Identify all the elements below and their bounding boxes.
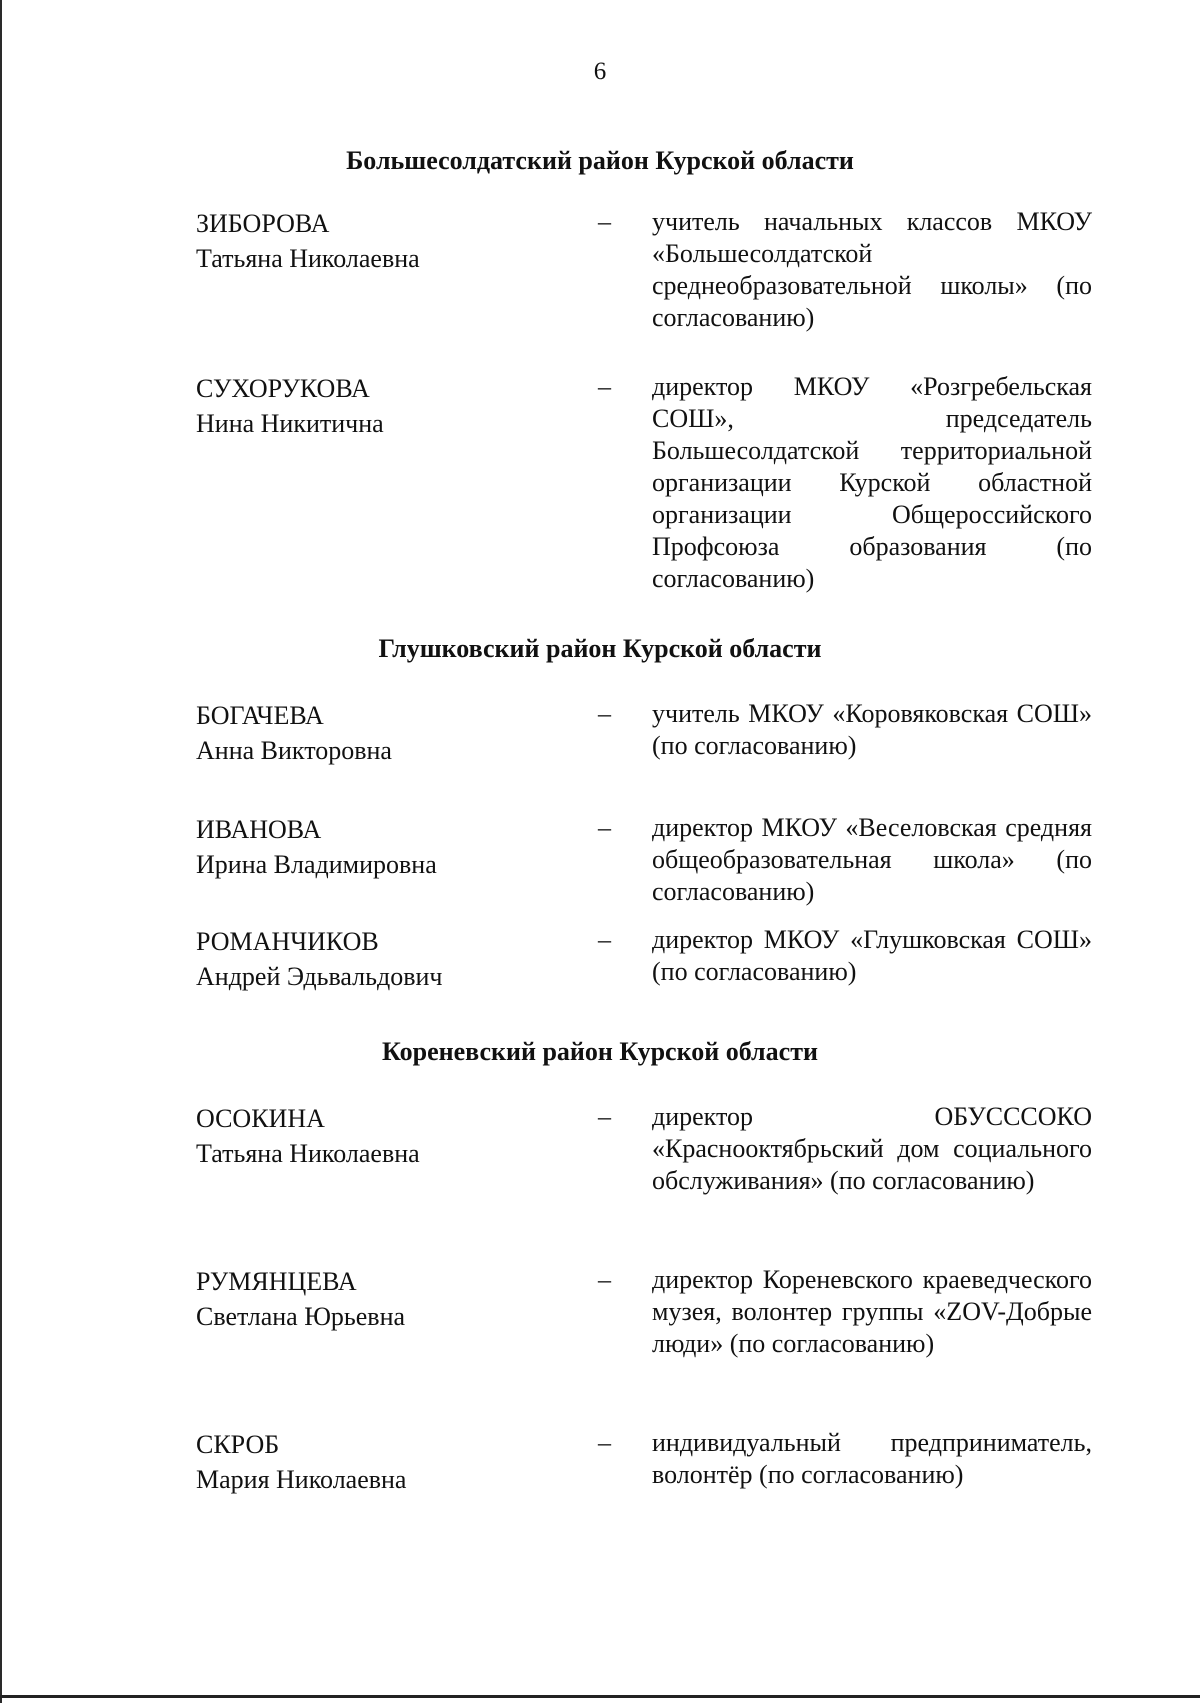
member-name bbox=[196, 812, 576, 882]
member-position: директор ОБУСССОКО «Краснооктябрьский дом социального обслуживания» (по согласованию) bbox=[652, 1102, 1092, 1195]
member-surname: РОМАНЧИКОВ bbox=[196, 927, 379, 956]
scan-edge-line bbox=[0, 0, 2, 1703]
member-surname: ИВАНОВА bbox=[196, 815, 322, 844]
section-heading-glushkovsky: Глушковский район Курской области bbox=[378, 634, 822, 663]
member-name bbox=[196, 371, 576, 441]
member-name bbox=[196, 206, 576, 276]
section-heading-bolshesoldatsky: Большесолдатский район Курской области bbox=[346, 146, 854, 175]
member-surname: БОГАЧЕВА bbox=[196, 701, 324, 730]
member-surname: ЗИБОРОВА bbox=[196, 209, 330, 238]
member-position: учитель МКОУ «Коровяковская СОШ» (по согласованию) bbox=[652, 699, 1092, 760]
member-given-names: Мария Николаевна bbox=[196, 1465, 407, 1494]
member-position: учитель начальных классов МКОУ «Большесолдатской среднеобразовательной школы» (по согласованию) bbox=[652, 207, 1092, 332]
member-surname: СУХОРУКОВА bbox=[196, 374, 370, 403]
separator-dash: – bbox=[598, 207, 611, 236]
member-position: директор МКОУ «Глушковская СОШ» (по согласованию) bbox=[652, 925, 1092, 986]
separator-dash: – bbox=[598, 699, 611, 728]
separator-dash: – bbox=[598, 925, 611, 954]
member-position: индивидуальный предприниматель, волонтёр (по согласованию) bbox=[652, 1428, 1092, 1489]
member-name bbox=[196, 1264, 576, 1334]
separator-dash: – bbox=[598, 1102, 611, 1131]
separator-dash: – bbox=[598, 372, 611, 401]
separator-dash: – bbox=[598, 1265, 611, 1294]
member-given-names: Татьяна Николаевна bbox=[196, 244, 420, 273]
member-position: директор МКОУ «Розгребельская СОШ», председатель Большесолдатской территориальной организации Курской областной организации Общероссийского Профсоюза образования (по согласованию) bbox=[652, 372, 1092, 593]
member-name bbox=[196, 924, 576, 994]
scan-bottom-edge-line bbox=[0, 1695, 1200, 1698]
member-name bbox=[196, 698, 576, 768]
member-given-names: Андрей Эдьвальдович bbox=[196, 962, 443, 991]
member-given-names: Ирина Владимировна bbox=[196, 850, 437, 879]
member-surname: СКРОБ bbox=[196, 1430, 280, 1459]
member-surname: ОСОКИНА bbox=[196, 1104, 325, 1133]
separator-dash: – bbox=[598, 813, 611, 842]
member-given-names: Нина Никитична bbox=[196, 409, 384, 438]
member-given-names: Светлана Юрьевна bbox=[196, 1302, 406, 1331]
member-name bbox=[196, 1427, 576, 1497]
member-surname: РУМЯНЦЕВА bbox=[196, 1267, 357, 1296]
member-given-names: Анна Викторовна bbox=[196, 736, 392, 765]
member-name bbox=[196, 1101, 576, 1171]
member-given-names: Татьяна Николаевна bbox=[196, 1139, 420, 1168]
member-position: директор Кореневского краеведческого музея, волонтер группы «ZOV-Добрые люди» (по согласованию) bbox=[652, 1265, 1092, 1358]
section-heading-korenevsky: Кореневский район Курской области bbox=[382, 1037, 818, 1066]
separator-dash: – bbox=[598, 1428, 611, 1457]
page-number: 6 bbox=[593, 58, 607, 85]
member-position: директор МКОУ «Веселовская средняя общеобразовательная школа» (по согласованию) bbox=[652, 813, 1092, 906]
